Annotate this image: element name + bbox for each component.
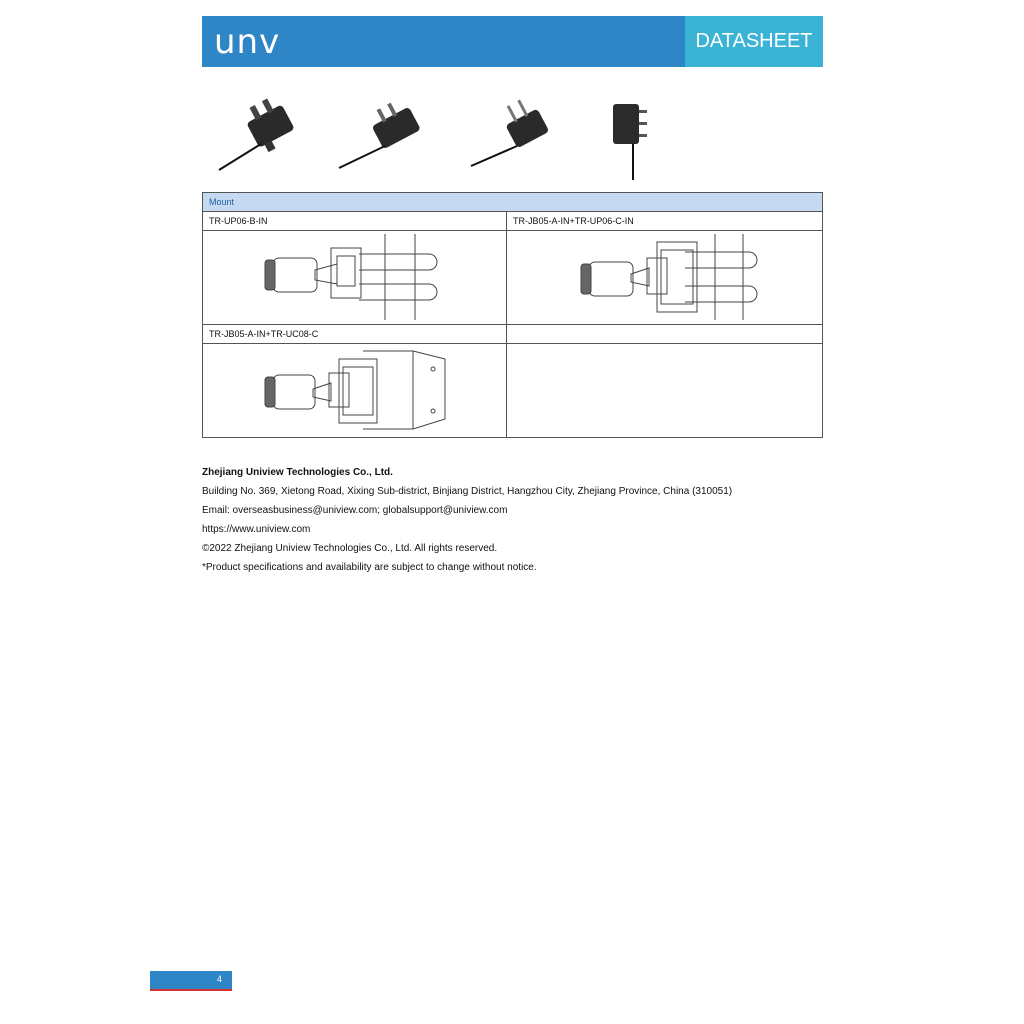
junction-box-pole-mount-camera-icon <box>565 232 765 322</box>
mount-image-cell <box>203 344 507 438</box>
page-number: 4 <box>216 974 222 984</box>
power-adapter-us-icon <box>335 92 435 182</box>
company-footer <box>202 463 732 577</box>
power-adapter-eu-icon <box>467 92 567 182</box>
datasheet-tag: DATASHEET <box>685 16 823 67</box>
mount-label: TR-UP06-B-IN <box>203 212 507 231</box>
company-website: https://www.uniview.com <box>202 524 311 535</box>
page-number-bar <box>150 971 232 991</box>
corner-mount-camera-icon <box>255 345 455 435</box>
empty-cell <box>507 325 823 344</box>
company-address: Building No. 369, Xietong Road, Xixing Sub-district, Binjiang District, Hangzhou City, Zhejiang Province, China (310051) <box>202 486 733 497</box>
power-adapter-in-icon <box>605 92 665 184</box>
company-email: Email: overseasbusiness@uniview.com; globalsupport@uniview.com <box>202 505 508 516</box>
pole-mount-camera-icon <box>255 232 455 322</box>
datasheet-header <box>202 16 823 67</box>
company-name: Zhejiang Uniview Technologies Co., Ltd. <box>202 467 393 478</box>
disclaimer-text: *Product specifications and availability are subject to change without notice. <box>202 562 537 573</box>
mount-title: Mount <box>203 193 823 212</box>
mount-table <box>202 192 823 438</box>
mount-image-cell <box>507 231 823 325</box>
mount-label: TR-JB05-A-IN+TR-UC08-C <box>203 325 507 344</box>
unv-logo: unv <box>214 22 281 62</box>
power-adapter-uk-icon <box>213 92 313 182</box>
mount-image-cell <box>203 231 507 325</box>
copyright-text: ©2022 Zhejiang Uniview Technologies Co., Ltd. All rights reserved. <box>202 543 498 554</box>
empty-cell <box>507 344 823 438</box>
adapter-images <box>205 92 665 184</box>
mount-label: TR-JB05-A-IN+TR-UP06-C-IN <box>507 212 823 231</box>
